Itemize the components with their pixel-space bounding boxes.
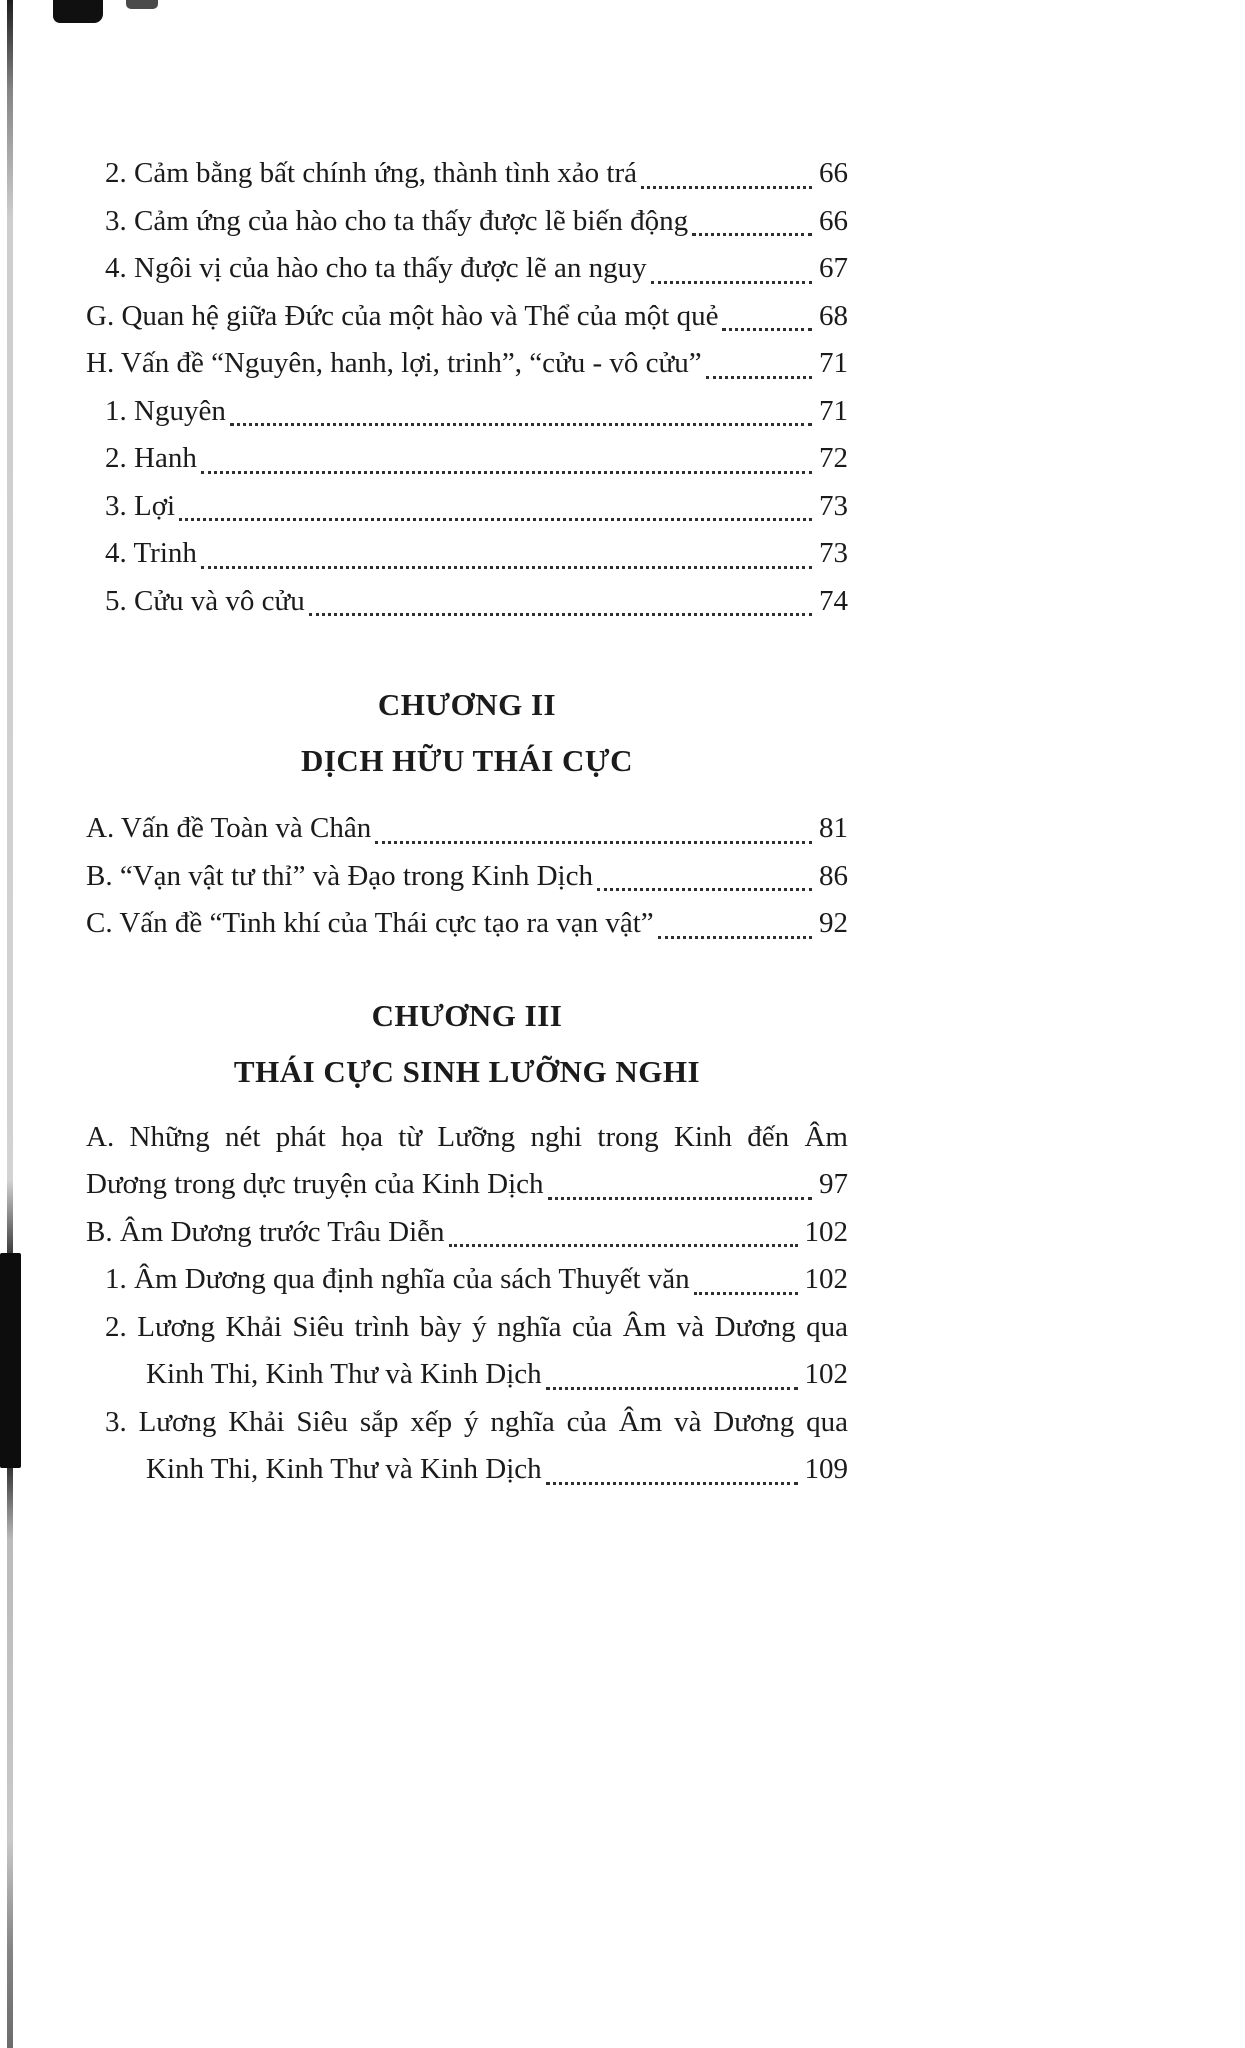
toc-entry-page: 102	[804, 1263, 848, 1295]
toc-entry	[86, 388, 848, 436]
dot-leader	[449, 1244, 798, 1247]
dot-leader	[694, 1292, 798, 1295]
toc-entry	[86, 1209, 848, 1257]
toc-entry-page: 73	[819, 537, 848, 569]
chapter-subtitle: DỊCH HỮU THÁI CỰC	[300, 743, 633, 778]
table-of-contents	[86, 150, 848, 1494]
toc-entry-text: A. Vấn đề Toàn và Chân	[86, 812, 372, 844]
dot-leader	[548, 1197, 812, 1200]
toc-entry	[86, 483, 848, 531]
toc-entry	[86, 1351, 848, 1399]
toc-entry-page: 67	[819, 252, 848, 284]
toc-entry-text: G. Quan hệ giữa Đức của một hào và Thể của một quẻ	[86, 299, 719, 332]
toc-entry	[86, 805, 848, 853]
toc-entry	[86, 198, 848, 246]
chapter-heading	[86, 988, 848, 1100]
toc-entry-text: 3. Lương Khải Siêu sắp xếp ý nghĩa của Âm và Dương qua	[105, 1405, 848, 1438]
toc-entry-page: 74	[819, 584, 848, 617]
dot-leader	[375, 841, 812, 844]
dot-leader	[201, 471, 812, 474]
toc-entry	[86, 245, 848, 293]
dot-leader	[309, 613, 812, 616]
toc-entry-page: 66	[819, 157, 848, 189]
toc-entry-page: 73	[819, 489, 848, 522]
scan-edge-black-bar	[0, 1253, 21, 1468]
chapter-title: CHƯƠNG III	[371, 997, 563, 1033]
dot-leader	[692, 233, 812, 236]
toc-entry	[86, 435, 848, 483]
scan-corner-mark	[53, 0, 103, 23]
toc-entry-text: 4. Trinh	[105, 537, 197, 569]
toc-entry-text: Dương trong dực truyện của Kinh Dịch	[86, 1168, 544, 1200]
toc-entry	[86, 1256, 848, 1304]
scan-corner-mark	[126, 0, 158, 9]
toc-entry-page: 102	[804, 1215, 848, 1248]
toc-entry-text: 2. Hanh	[105, 442, 197, 474]
chapter-subtitle: THÁI CỰC SINH LƯỠNG NGHI	[233, 1053, 701, 1089]
toc-entry-page: 102	[804, 1358, 848, 1390]
toc-entry	[86, 578, 848, 626]
toc-entry	[86, 293, 848, 341]
toc-entry-text: 3. Lợi	[105, 489, 176, 522]
dot-leader	[651, 281, 812, 284]
toc-entry-text: Kinh Thi, Kinh Thư và Kinh Dịch	[146, 1358, 542, 1390]
toc-entry-page: 72	[819, 442, 848, 474]
toc-entry-page: 86	[819, 859, 848, 892]
chapter-heading	[86, 677, 848, 789]
toc-entry-text: 1. Nguyên	[105, 394, 226, 427]
toc-entry-page: 109	[804, 1453, 848, 1485]
toc-entry-wrapped-line	[86, 1114, 848, 1162]
toc-entry-page: 71	[819, 394, 848, 427]
toc-entry	[86, 853, 848, 901]
toc-entry-wrapped-line	[86, 1399, 848, 1447]
toc-entry-page: 66	[819, 204, 848, 237]
dot-leader	[201, 566, 812, 569]
toc-entry-text: B. “Vạn vật tư thỉ” và Đạo trong Kinh Dịch	[86, 859, 593, 892]
toc-entry-text: Kinh Thi, Kinh Thư và Kinh Dịch	[146, 1453, 542, 1485]
toc-entry-text: C. Vấn đề “Tinh khí của Thái cực tạo ra vạn vật”	[86, 907, 654, 939]
toc-entry	[86, 1446, 848, 1494]
dot-leader	[641, 186, 812, 189]
dot-leader	[658, 936, 812, 939]
toc-entry	[86, 900, 848, 948]
toc-entry-page: 97	[819, 1168, 848, 1200]
toc-entry	[86, 150, 848, 198]
toc-entry-page: 71	[819, 347, 848, 379]
toc-entry-text: 2. Lương Khải Siêu trình bày ý nghĩa của Âm và Dương qua	[105, 1310, 848, 1343]
toc-entry-text: 3. Cảm ứng của hào cho ta thấy được lẽ biến động	[105, 204, 689, 237]
toc-entry-page: 81	[819, 812, 848, 844]
dot-leader	[706, 376, 812, 379]
dot-leader	[597, 888, 812, 891]
toc-entry-text: A. Những nét phát họa từ Lưỡng nghi trong Kinh đến Âm	[86, 1120, 848, 1153]
toc-entry-text: H. Vấn đề “Nguyên, hanh, lợi, trinh”, “cửu - vô cửu”	[86, 347, 702, 379]
dot-leader	[546, 1482, 798, 1485]
toc-entry-text: 5. Cửu và vô cửu	[105, 584, 305, 617]
toc-entry-page: 68	[819, 299, 848, 332]
dot-leader	[230, 423, 812, 426]
toc-entry-wrapped-line	[86, 1304, 848, 1352]
dot-leader	[546, 1387, 798, 1390]
toc-entry-text: 2. Cảm bằng bất chính ứng, thành tình xảo trá	[105, 157, 637, 189]
toc-entry	[86, 530, 848, 578]
toc-entry-page: 92	[819, 907, 848, 939]
scan-edge-shadow	[7, 0, 13, 2048]
toc-entry	[86, 1161, 848, 1209]
toc-entry	[86, 340, 848, 388]
dot-leader	[722, 328, 812, 331]
chapter-title: CHƯƠNG II	[377, 687, 557, 722]
toc-entry-text: 4. Ngôi vị của hào cho ta thấy được lẽ an nguy	[105, 252, 647, 284]
toc-entry-text: 1. Âm Dương qua định nghĩa của sách Thuyết văn	[105, 1263, 690, 1295]
toc-entry-text: B. Âm Dương trước Trâu Diễn	[86, 1215, 445, 1248]
dot-leader	[179, 518, 812, 521]
